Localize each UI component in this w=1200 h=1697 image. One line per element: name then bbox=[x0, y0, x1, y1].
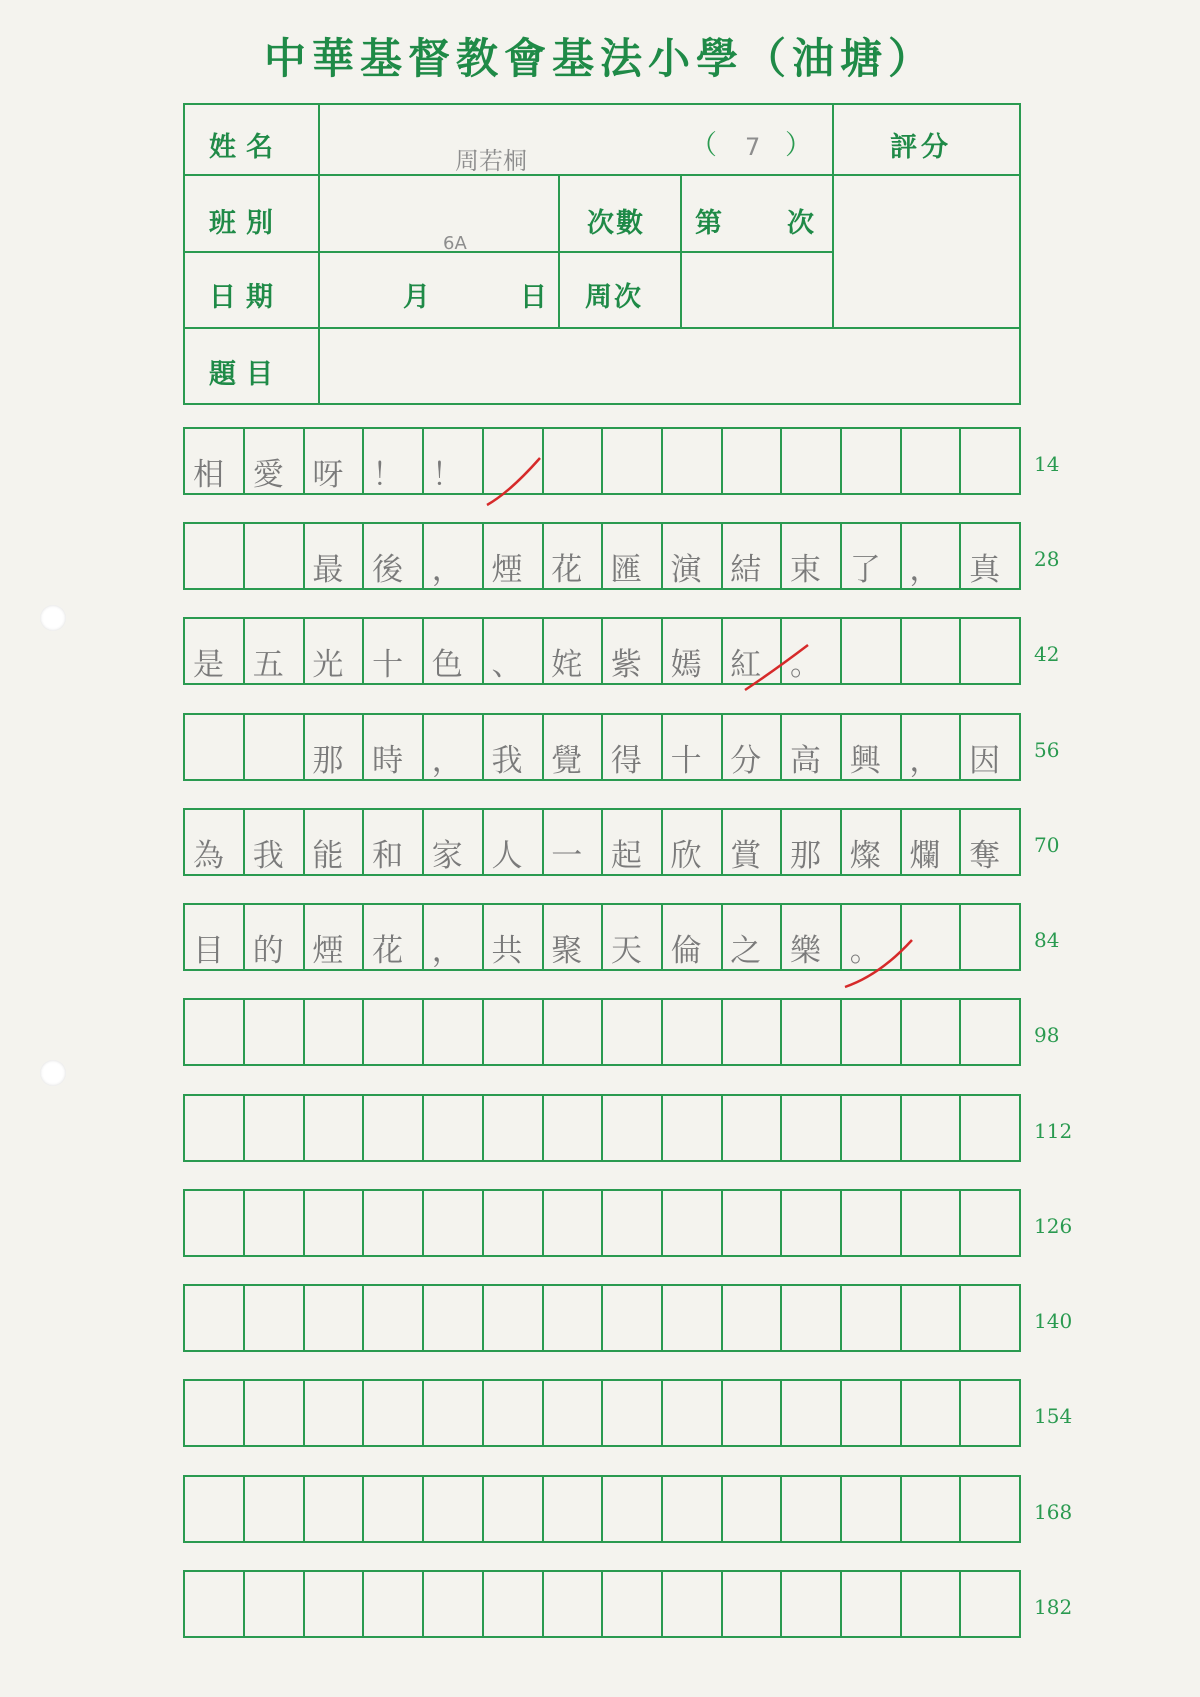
name-label: 姓名 bbox=[209, 132, 283, 163]
grid-row bbox=[183, 617, 1021, 685]
grid-cell bbox=[961, 1096, 1020, 1160]
handwritten-char: 倫 bbox=[670, 933, 702, 969]
grid-cell bbox=[722, 905, 782, 969]
grid-cell bbox=[424, 810, 484, 874]
grid-cell bbox=[782, 1000, 842, 1064]
grid-row bbox=[183, 1189, 1021, 1257]
grid-cell bbox=[424, 619, 484, 683]
handwritten-char: 因 bbox=[969, 743, 1001, 779]
handwritten-char: 後 bbox=[372, 552, 404, 588]
handwritten-char: 花 bbox=[551, 552, 583, 588]
grid-cell bbox=[901, 1096, 961, 1160]
grid-cell bbox=[842, 1381, 902, 1445]
handwritten-char: 呀 bbox=[312, 457, 344, 493]
grid-cell bbox=[543, 1000, 603, 1064]
grid-cell bbox=[961, 1286, 1020, 1350]
grid-cell bbox=[364, 1381, 424, 1445]
class-label: 班別 bbox=[209, 208, 283, 239]
grid-cell bbox=[663, 1000, 723, 1064]
grid-cell bbox=[543, 619, 603, 683]
grid-cell bbox=[901, 429, 961, 493]
grid-cell bbox=[484, 1381, 544, 1445]
handwritten-char: 我 bbox=[252, 838, 284, 874]
grid-cell bbox=[722, 429, 782, 493]
grid-cell bbox=[603, 1477, 663, 1541]
grid-cell bbox=[484, 1096, 544, 1160]
grid-cell bbox=[185, 1381, 245, 1445]
grid-cell bbox=[961, 810, 1020, 874]
grid-cell bbox=[603, 1096, 663, 1160]
handwritten-char: 色 bbox=[431, 647, 463, 683]
grid-cell bbox=[901, 524, 961, 588]
grid-cell bbox=[543, 810, 603, 874]
grid-cell bbox=[782, 1286, 842, 1350]
grid-cell bbox=[484, 1477, 544, 1541]
name-value: 周若桐 bbox=[455, 147, 527, 175]
grid-cell bbox=[663, 905, 723, 969]
handwritten-char: 。 bbox=[790, 647, 821, 683]
grid-cell bbox=[245, 524, 305, 588]
handwritten-char: ， bbox=[909, 743, 941, 779]
handwritten-char: 的 bbox=[252, 933, 284, 969]
grid-cell bbox=[185, 429, 245, 493]
grid-cell bbox=[245, 1286, 305, 1350]
handwritten-char: 我 bbox=[491, 743, 523, 779]
grid-cell bbox=[603, 524, 663, 588]
grid-cell bbox=[543, 524, 603, 588]
grid-cell bbox=[782, 619, 842, 683]
grid-cell bbox=[603, 1286, 663, 1350]
week-label: 周次 bbox=[585, 282, 643, 313]
handwritten-char: 花 bbox=[372, 933, 404, 969]
grid-cell bbox=[782, 905, 842, 969]
grid-cell bbox=[185, 1191, 245, 1255]
class-value: 6A bbox=[443, 233, 467, 254]
handwritten-char: 高 bbox=[790, 743, 821, 779]
grid-cell bbox=[961, 1572, 1020, 1636]
grid-cell bbox=[603, 810, 663, 874]
handwritten-char: 目 bbox=[193, 933, 224, 969]
row-char-count: 28 bbox=[1034, 547, 1060, 571]
grid-cell bbox=[364, 1572, 424, 1636]
grid-cell bbox=[304, 1381, 364, 1445]
grid-row bbox=[183, 1475, 1021, 1543]
grid-cell bbox=[304, 1286, 364, 1350]
times-prefix: 第 bbox=[695, 208, 732, 239]
row-char-count: 154 bbox=[1034, 1404, 1073, 1428]
grid-row bbox=[183, 1284, 1021, 1352]
handwritten-char: ， bbox=[431, 933, 463, 969]
grid-cell bbox=[364, 1191, 424, 1255]
grid-cell bbox=[364, 1096, 424, 1160]
grid-cell bbox=[663, 1572, 723, 1636]
row-char-count: 168 bbox=[1034, 1500, 1073, 1524]
grid-cell bbox=[603, 619, 663, 683]
grid-cell bbox=[961, 1477, 1020, 1541]
grid-cell bbox=[603, 715, 663, 779]
grid-cell bbox=[722, 1381, 782, 1445]
grid-cell bbox=[304, 810, 364, 874]
grid-cell bbox=[782, 1572, 842, 1636]
grid-cell bbox=[782, 810, 842, 874]
grid-cell bbox=[842, 1096, 902, 1160]
handwritten-char: 最 bbox=[312, 552, 344, 588]
grid-row bbox=[183, 1094, 1021, 1162]
grid-cell bbox=[304, 429, 364, 493]
handwritten-char: 覺 bbox=[551, 743, 583, 779]
grid-cell bbox=[543, 1381, 603, 1445]
grid-cell bbox=[304, 1096, 364, 1160]
handwritten-char: 那 bbox=[312, 743, 344, 779]
handwritten-char: 奪 bbox=[969, 838, 1001, 874]
class-no-value: 7 bbox=[745, 133, 761, 161]
grid-cell bbox=[304, 1477, 364, 1541]
grid-cell bbox=[185, 1286, 245, 1350]
grid-row bbox=[183, 427, 1021, 495]
grid-cell bbox=[663, 429, 723, 493]
grid-cell bbox=[424, 1286, 484, 1350]
handwritten-char: 煙 bbox=[312, 933, 344, 969]
grid-cell bbox=[901, 1191, 961, 1255]
grid-cell bbox=[722, 524, 782, 588]
handwritten-char: 相 bbox=[193, 457, 224, 493]
grid-cell bbox=[961, 905, 1020, 969]
grid-cell bbox=[961, 715, 1020, 779]
grid-cell bbox=[842, 619, 902, 683]
row-char-count: 112 bbox=[1034, 1119, 1073, 1143]
grid-cell bbox=[961, 524, 1020, 588]
times-label: 次數 bbox=[587, 208, 645, 239]
grid-cell bbox=[245, 810, 305, 874]
grid-cell bbox=[484, 715, 544, 779]
grid-cell bbox=[782, 715, 842, 779]
grid-cell bbox=[185, 524, 245, 588]
grid-cell bbox=[185, 1000, 245, 1064]
grid-cell bbox=[543, 905, 603, 969]
handwritten-char: 匯 bbox=[610, 552, 642, 588]
grid-cell bbox=[304, 905, 364, 969]
handwritten-char: 結 bbox=[730, 552, 762, 588]
grid-cell bbox=[663, 524, 723, 588]
punch-hole-top bbox=[40, 605, 66, 631]
grid-cell bbox=[364, 1286, 424, 1350]
class-no-close-paren: ） bbox=[785, 130, 812, 161]
handwritten-char: ！ bbox=[372, 457, 404, 493]
grid-row bbox=[183, 522, 1021, 590]
grid-cell bbox=[782, 429, 842, 493]
grid-cell bbox=[901, 715, 961, 779]
grid-cell bbox=[245, 715, 305, 779]
grid-row bbox=[183, 808, 1021, 876]
grid-cell bbox=[722, 1477, 782, 1541]
handwritten-char: 得 bbox=[610, 743, 642, 779]
grid-cell bbox=[961, 1381, 1020, 1445]
grid-cell bbox=[722, 810, 782, 874]
grid-cell bbox=[304, 524, 364, 588]
handwritten-char: 真 bbox=[969, 552, 1001, 588]
handwritten-char: 共 bbox=[491, 933, 523, 969]
grid-cell bbox=[543, 1191, 603, 1255]
handwritten-char: 之 bbox=[730, 933, 762, 969]
handwritten-char: 五 bbox=[252, 647, 284, 683]
grid-cell bbox=[424, 715, 484, 779]
grid-cell bbox=[722, 1000, 782, 1064]
grid-cell bbox=[603, 429, 663, 493]
row-char-count: 84 bbox=[1034, 928, 1060, 952]
grid-cell bbox=[245, 1191, 305, 1255]
handwritten-char: 和 bbox=[372, 838, 404, 874]
grid-cell bbox=[603, 1000, 663, 1064]
handwritten-char: 紅 bbox=[730, 647, 762, 683]
grid-cell bbox=[185, 1096, 245, 1160]
grid-cell bbox=[484, 524, 544, 588]
row-char-count: 182 bbox=[1034, 1595, 1073, 1619]
grid-cell bbox=[245, 905, 305, 969]
grid-cell bbox=[901, 1572, 961, 1636]
grid-cell bbox=[424, 1096, 484, 1160]
row-char-count: 14 bbox=[1034, 452, 1060, 476]
grid-cell bbox=[484, 1572, 544, 1636]
grid-cell bbox=[842, 1572, 902, 1636]
grid-cell bbox=[663, 810, 723, 874]
header-form bbox=[183, 103, 1021, 405]
grid-cell bbox=[663, 715, 723, 779]
handwritten-char: 為 bbox=[193, 838, 224, 874]
grid-cell bbox=[484, 810, 544, 874]
month-label: 月 bbox=[403, 282, 440, 313]
grid-cell bbox=[722, 619, 782, 683]
grid-cell bbox=[663, 1381, 723, 1445]
handwritten-char: 束 bbox=[790, 552, 821, 588]
class-no-open-paren: （ bbox=[690, 130, 717, 161]
grid-cell bbox=[304, 715, 364, 779]
handwritten-char: 愛 bbox=[252, 457, 284, 493]
grid-cell bbox=[543, 715, 603, 779]
date-label: 日期 bbox=[209, 282, 283, 313]
handwritten-char: 時 bbox=[372, 743, 404, 779]
grid-cell bbox=[842, 715, 902, 779]
grid-cell bbox=[722, 1572, 782, 1636]
grid-cell bbox=[663, 1096, 723, 1160]
handwritten-char: 起 bbox=[610, 838, 642, 874]
row-char-count: 56 bbox=[1034, 738, 1060, 762]
row-char-count: 98 bbox=[1034, 1023, 1060, 1047]
grid-cell bbox=[424, 1191, 484, 1255]
grid-cell bbox=[961, 1000, 1020, 1064]
grid-cell bbox=[603, 905, 663, 969]
grid-cell bbox=[484, 619, 544, 683]
grid-cell bbox=[901, 1000, 961, 1064]
grid-cell bbox=[901, 1381, 961, 1445]
grid-cell bbox=[304, 1572, 364, 1636]
grid-cell bbox=[901, 1477, 961, 1541]
school-title: 中華基督教會基法小學（油塘） bbox=[263, 34, 936, 83]
grid-cell bbox=[543, 1286, 603, 1350]
row-char-count: 42 bbox=[1034, 642, 1060, 666]
handwritten-char: 人 bbox=[491, 838, 523, 874]
handwritten-char: 家 bbox=[431, 838, 463, 874]
grid-cell bbox=[364, 905, 424, 969]
grid-cell bbox=[842, 1477, 902, 1541]
handwritten-char: 是 bbox=[193, 647, 224, 683]
grid-cell bbox=[663, 1477, 723, 1541]
grid-cell bbox=[424, 524, 484, 588]
grid-cell bbox=[364, 810, 424, 874]
grid-cell bbox=[245, 1477, 305, 1541]
grid-cell bbox=[842, 429, 902, 493]
grid-cell bbox=[901, 810, 961, 874]
grid-cell bbox=[424, 905, 484, 969]
grid-cell bbox=[961, 1191, 1020, 1255]
grid-cell bbox=[722, 715, 782, 779]
grid-cell bbox=[901, 619, 961, 683]
grid-cell bbox=[245, 1096, 305, 1160]
handwritten-char: 、 bbox=[491, 647, 523, 683]
score-label: 評分 bbox=[890, 132, 952, 163]
grid-cell bbox=[245, 429, 305, 493]
grid-row bbox=[183, 1570, 1021, 1638]
grid-row bbox=[183, 998, 1021, 1066]
handwritten-char: 那 bbox=[790, 838, 821, 874]
grid-cell bbox=[722, 1286, 782, 1350]
grid-cell bbox=[484, 905, 544, 969]
day-label: 日 bbox=[520, 282, 557, 313]
row-char-count: 70 bbox=[1034, 833, 1060, 857]
handwritten-char: 姹 bbox=[551, 647, 583, 683]
grid-cell bbox=[543, 1572, 603, 1636]
handwritten-char: ， bbox=[431, 552, 463, 588]
handwritten-char: 爛 bbox=[909, 838, 941, 874]
grid-cell bbox=[245, 1572, 305, 1636]
handwritten-char: ， bbox=[909, 552, 941, 588]
grid-cell bbox=[424, 429, 484, 493]
handwritten-char: 紫 bbox=[610, 647, 642, 683]
grid-cell bbox=[364, 1000, 424, 1064]
grid-cell bbox=[842, 810, 902, 874]
grid-cell bbox=[782, 1381, 842, 1445]
grid-cell bbox=[304, 1191, 364, 1255]
handwritten-char: 十 bbox=[372, 647, 404, 683]
grid-cell bbox=[961, 429, 1020, 493]
handwritten-char: 演 bbox=[670, 552, 702, 588]
grid-cell bbox=[543, 1477, 603, 1541]
grid-row bbox=[183, 713, 1021, 781]
grid-cell bbox=[364, 429, 424, 493]
grid-cell bbox=[543, 429, 603, 493]
grid-cell bbox=[842, 1191, 902, 1255]
grid-row bbox=[183, 1379, 1021, 1447]
grid-cell bbox=[603, 1572, 663, 1636]
grid-cell bbox=[484, 1000, 544, 1064]
handwritten-char: 燦 bbox=[849, 838, 881, 874]
grid-cell bbox=[245, 1000, 305, 1064]
handwritten-char: 樂 bbox=[790, 933, 821, 969]
grid-cell bbox=[782, 1477, 842, 1541]
grid-cell bbox=[722, 1096, 782, 1160]
handwritten-char: 煙 bbox=[491, 552, 523, 588]
grid-cell bbox=[842, 1286, 902, 1350]
grid-cell bbox=[722, 1191, 782, 1255]
grid-cell bbox=[961, 619, 1020, 683]
punch-hole-bottom bbox=[40, 1060, 66, 1086]
grid-cell bbox=[663, 1286, 723, 1350]
grid-cell bbox=[304, 619, 364, 683]
grid-cell bbox=[842, 1000, 902, 1064]
handwritten-char: 興 bbox=[849, 743, 881, 779]
grid-cell bbox=[185, 1477, 245, 1541]
grid-cell bbox=[245, 619, 305, 683]
grid-cell bbox=[424, 1477, 484, 1541]
topic-label: 題目 bbox=[209, 359, 283, 390]
grid-row bbox=[183, 903, 1021, 971]
row-char-count: 140 bbox=[1034, 1309, 1073, 1333]
grid-cell bbox=[782, 524, 842, 588]
grid-cell bbox=[663, 1191, 723, 1255]
handwritten-char: 了 bbox=[849, 552, 881, 588]
handwritten-char: 分 bbox=[730, 743, 762, 779]
grid-cell bbox=[842, 524, 902, 588]
grid-cell bbox=[364, 1477, 424, 1541]
grid-cell bbox=[424, 1381, 484, 1445]
grid-cell bbox=[603, 1191, 663, 1255]
handwritten-char: 十 bbox=[670, 743, 702, 779]
grid-cell bbox=[782, 1096, 842, 1160]
grid-cell bbox=[185, 1572, 245, 1636]
handwritten-char: ！ bbox=[431, 457, 463, 493]
times-suffix: 次 bbox=[787, 208, 824, 239]
handwritten-char: 嫣 bbox=[670, 647, 702, 683]
grid-cell bbox=[185, 715, 245, 779]
grid-cell bbox=[663, 619, 723, 683]
handwritten-char: 一 bbox=[551, 838, 583, 874]
grid-cell bbox=[245, 1381, 305, 1445]
handwritten-char: 。 bbox=[849, 933, 881, 969]
grid-cell bbox=[424, 1572, 484, 1636]
grid-cell bbox=[364, 524, 424, 588]
grid-cell bbox=[185, 905, 245, 969]
row-char-count: 126 bbox=[1034, 1214, 1073, 1238]
grid-cell bbox=[901, 905, 961, 969]
grid-cell bbox=[543, 1096, 603, 1160]
grid-cell bbox=[185, 619, 245, 683]
grid-cell bbox=[364, 715, 424, 779]
grid-cell bbox=[484, 429, 544, 493]
handwritten-char: 天 bbox=[610, 933, 642, 969]
grid-cell bbox=[364, 619, 424, 683]
handwritten-char: 聚 bbox=[551, 933, 583, 969]
grid-cell bbox=[603, 1381, 663, 1445]
handwritten-char: 賞 bbox=[730, 838, 762, 874]
handwritten-char: 欣 bbox=[670, 838, 702, 874]
grid-cell bbox=[185, 810, 245, 874]
grid-cell bbox=[842, 905, 902, 969]
handwritten-char: 光 bbox=[312, 647, 344, 683]
grid-cell bbox=[901, 1286, 961, 1350]
grid-cell bbox=[484, 1191, 544, 1255]
handwritten-char: 能 bbox=[312, 838, 344, 874]
grid-cell bbox=[424, 1000, 484, 1064]
grid-cell bbox=[484, 1286, 544, 1350]
handwritten-char: ， bbox=[431, 743, 463, 779]
grid-cell bbox=[782, 1191, 842, 1255]
grid-cell bbox=[304, 1000, 364, 1064]
